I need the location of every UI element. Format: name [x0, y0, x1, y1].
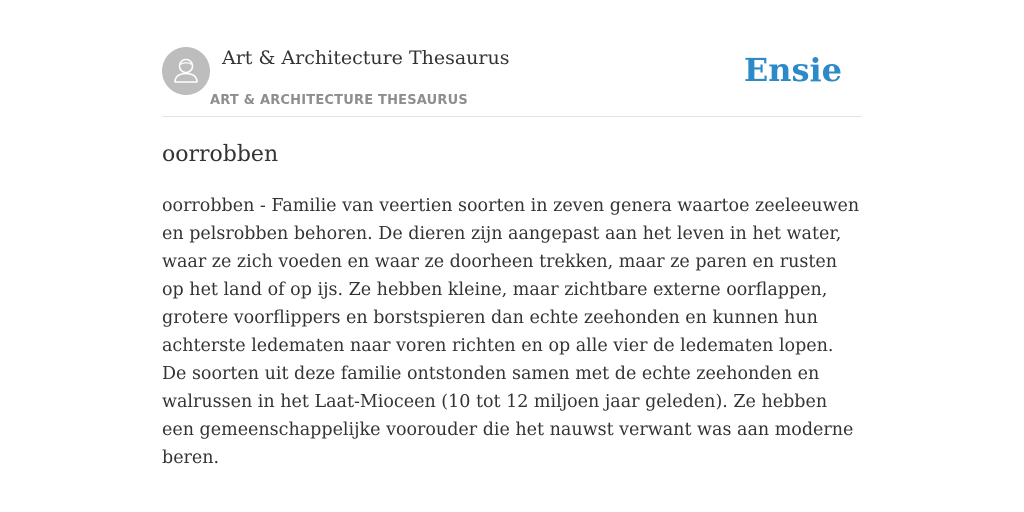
page-container — [162, 0, 862, 468]
source-subtitle[interactable]: ART & ARCHITECTURE THESAURUS — [210, 93, 468, 108]
user-icon — [162, 47, 210, 95]
ensie-logo[interactable]: Ensie — [743, 51, 842, 89]
source-title[interactable]: Art & Architecture Thesaurus — [222, 47, 510, 69]
entry-title: oorrobben — [162, 142, 279, 167]
avatar[interactable] — [162, 47, 210, 95]
page-header — [162, 0, 862, 117]
entry-definition: oorrobben - Familie van veertien soorten in zeven genera waartoe zeeleeuwen en pelsrobben behoren. De dieren zijn aangepast aan het leven in het water, waar ze zich voeden en waar ze doorheen trekken, maar ze paren en rusten op het land of op ijs. Ze hebben kleine, maar zichtbare externe oorflappen, grotere voorflippers en borstspieren dan echte zeehonden en kunnen hun achterste ledematen naar voren richten en op alle vier de ledematen lopen. De soorten uit deze familie ontstonden samen met de echte zeehonden en walrussen in het Laat-Mioceen (10 tot 12 miljoen jaar geleden). Ze hebben een gemeenschappelijke voorouder die het nauwst verwant was aan moderne beren. — [162, 196, 860, 468]
